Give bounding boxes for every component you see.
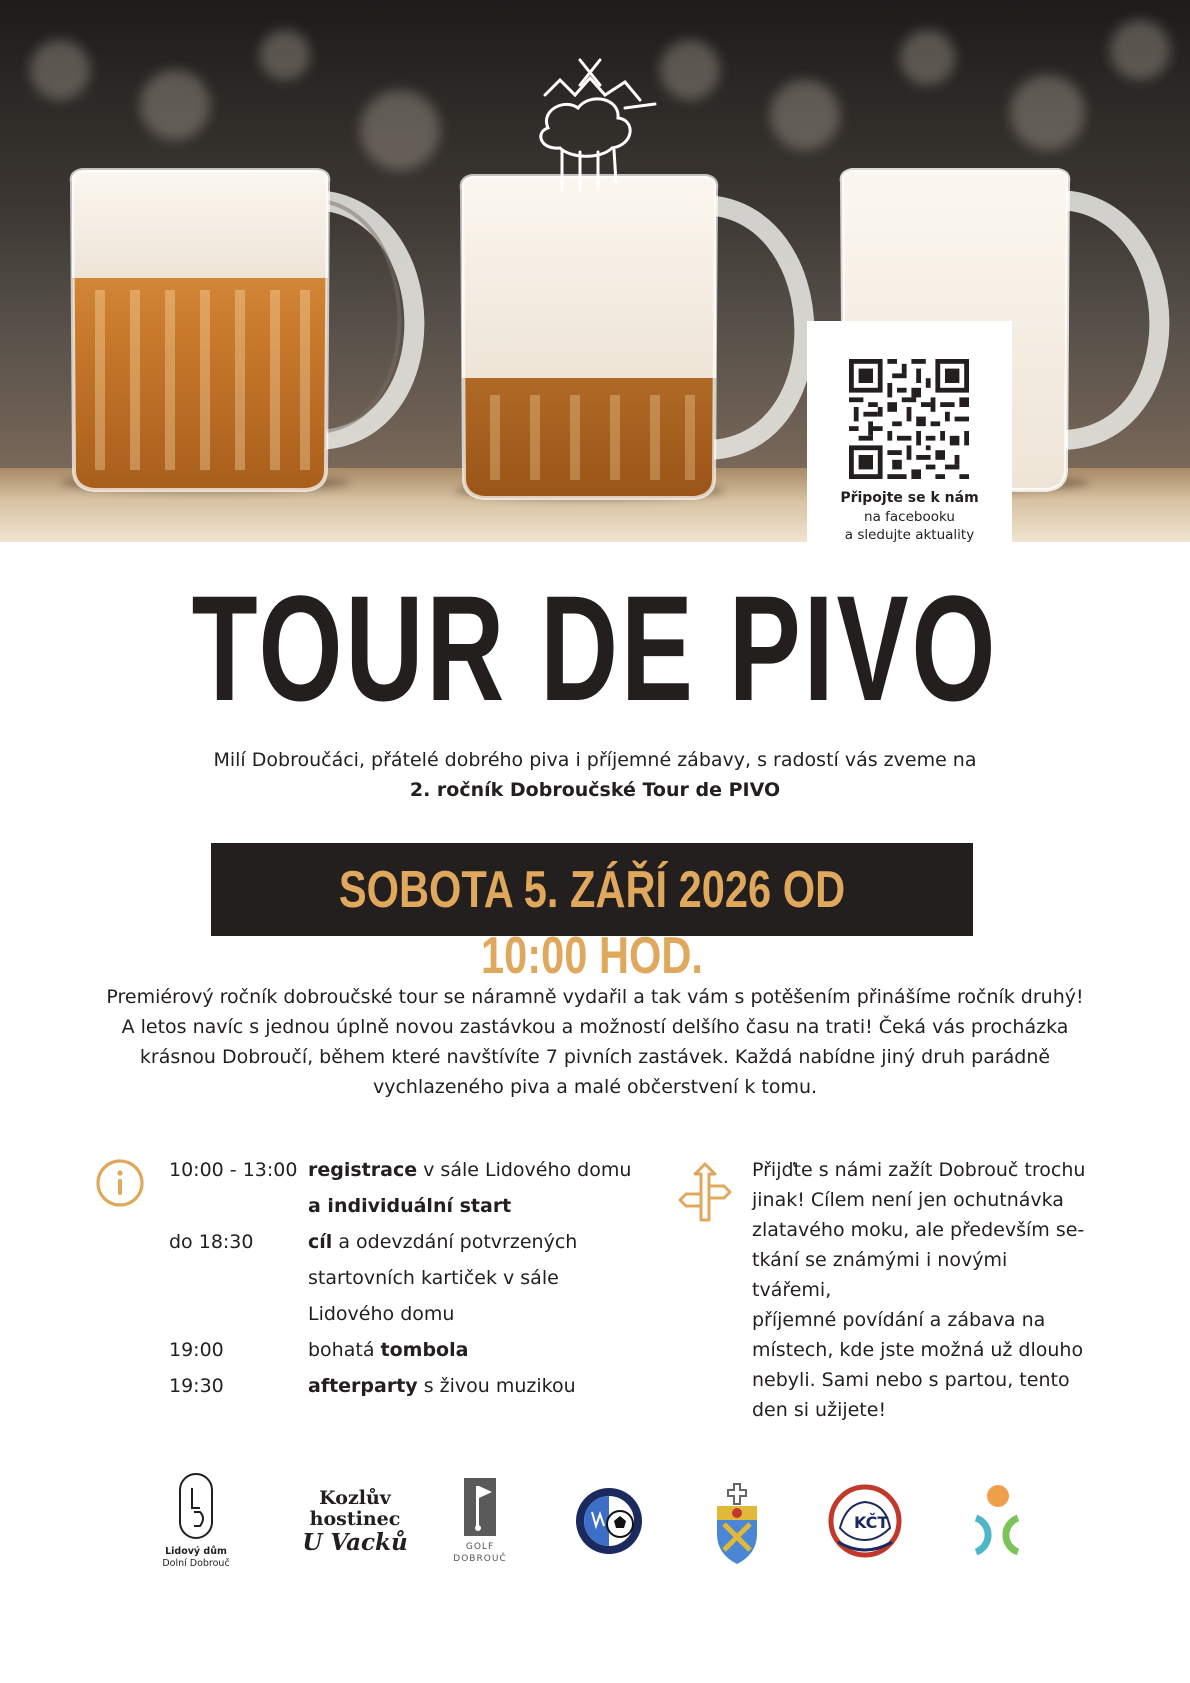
schedule-row bbox=[169, 1368, 669, 1404]
schedule-text: v sále Lidového domu bbox=[417, 1159, 632, 1181]
logo-kozluv-line1: Kozlův bbox=[319, 1487, 391, 1509]
date-banner-text: SOBOTA 5. ZÁŘÍ 2026 OD 10:00 HOD. bbox=[338, 861, 846, 985]
schedule-row bbox=[169, 1224, 669, 1260]
logo-golf-line1: GOLF bbox=[465, 1542, 495, 1552]
description-line: A letos navíc s jednou úplně novou zastávkou a možností delšího času na trati! Čeká vás procházka bbox=[121, 1016, 1069, 1038]
schedule-highlight: registrace bbox=[308, 1159, 418, 1181]
logo-kozluv-line3: U Vacků bbox=[302, 1529, 408, 1556]
invitation-line: příjemné povídání a zábava na bbox=[752, 1309, 1046, 1331]
qr-code-icon[interactable] bbox=[849, 359, 969, 479]
intro-text: Milí Dobroučáci, přátelé dobrého piva i příjemné zábavy, s radostí vás zveme na bbox=[213, 749, 977, 771]
schedule bbox=[169, 1152, 669, 1404]
invitation-line: zlatavého moku, ale především se- bbox=[752, 1219, 1085, 1241]
invitation-line: jinak! Cílem není jen ochutnávka bbox=[752, 1189, 1064, 1211]
schedule-time: do 18:30 bbox=[169, 1231, 254, 1253]
logo-lidovy-dum-name: Lidový dům bbox=[165, 1546, 227, 1557]
schedule-time: 19:00 bbox=[169, 1339, 224, 1361]
description-line: krásnou Dobroučí, během které navštívíte 7 pivních zastávek. Každá nabídne jiný druh parádně bbox=[139, 1046, 1051, 1068]
hero-photo bbox=[0, 0, 1190, 542]
schedule-text: startovních kartiček v sále bbox=[308, 1267, 559, 1289]
kct-club-badge-icon bbox=[826, 1484, 904, 1558]
schedule-row bbox=[169, 1152, 669, 1188]
schedule-time: 10:00 - 13:00 bbox=[169, 1159, 298, 1181]
schedule-highlight: afterparty bbox=[308, 1375, 418, 1397]
logo-kozluv-line2: hostinec bbox=[309, 1508, 401, 1530]
description-line: Premiérový ročník dobroučské tour se náramně vydařil a tak vám s potěšením přinášíme ročník druhý! bbox=[106, 986, 1084, 1008]
tour-logo-icon bbox=[541, 60, 655, 190]
invitation-line: den si užijete! bbox=[752, 1399, 887, 1421]
schedule-text: Lidového domu bbox=[308, 1303, 455, 1325]
coat-of-arms-icon bbox=[712, 1480, 762, 1566]
qr-caption-line3: a sledujte aktuality bbox=[844, 527, 975, 542]
schedule-text: a odevzdání potvrzených bbox=[332, 1231, 578, 1253]
schedule-highlight: a individuální start bbox=[308, 1195, 512, 1217]
schedule-time: 19:30 bbox=[169, 1375, 224, 1397]
invitation-line: tkání se známými i novými tvářemi, bbox=[752, 1249, 1008, 1301]
logo-kozluv-hostinec bbox=[290, 1488, 420, 1568]
schedule-row bbox=[169, 1332, 669, 1368]
schedule-row bbox=[169, 1296, 669, 1332]
svg-text:KČT: KČT bbox=[854, 1513, 889, 1532]
schedule-highlight: cíl bbox=[308, 1231, 333, 1253]
qr-caption-line2: na facebooku bbox=[864, 509, 955, 525]
schedule-text: bohatá bbox=[308, 1339, 381, 1361]
logo-golf-dobrouc bbox=[450, 1476, 510, 1571]
logo-lidovy-dum-place: Dolní Dobrouč bbox=[162, 1558, 230, 1569]
date-banner bbox=[211, 843, 973, 985]
schedule-row bbox=[169, 1188, 669, 1224]
qr-caption-title: Připojte se k nám bbox=[840, 490, 979, 506]
page-title: TOUR DE PIVO bbox=[191, 564, 999, 732]
qr-panel bbox=[807, 321, 1012, 542]
info-icon bbox=[95, 1158, 145, 1208]
description-line: vychlazeného piva a malé občerstvení k tomu. bbox=[372, 1076, 818, 1098]
logo-golf-line2: DOBROUČ bbox=[453, 1554, 507, 1564]
invitation-line: Přijďte s námi zažít Dobrouč trochu bbox=[752, 1159, 1086, 1181]
schedule-text: s živou muzikou bbox=[417, 1375, 576, 1397]
intro-edition: 2. ročník Dobroučské Tour de PIVO bbox=[409, 779, 781, 801]
lidovy-dum-emblem-icon bbox=[156, 1472, 236, 1542]
abstract-brand-logo-icon bbox=[970, 1484, 1026, 1558]
invitation-text bbox=[752, 1155, 1092, 1425]
schedule-highlight: tombola bbox=[380, 1339, 469, 1361]
football-club-badge-icon bbox=[574, 1486, 644, 1556]
event-description bbox=[90, 982, 1100, 1102]
golf-flag-icon bbox=[450, 1476, 510, 1538]
schedule-row bbox=[169, 1260, 669, 1296]
signpost-icon bbox=[678, 1160, 732, 1224]
beer-mug-center bbox=[462, 176, 805, 498]
invitation-line: nebyli. Sami nebo s partou, tento bbox=[752, 1369, 1070, 1391]
invitation-line: místech, kde jste možná už dlouho bbox=[752, 1339, 1084, 1361]
beer-mug-left bbox=[72, 170, 415, 490]
logo-lidovy-dum bbox=[156, 1472, 236, 1572]
